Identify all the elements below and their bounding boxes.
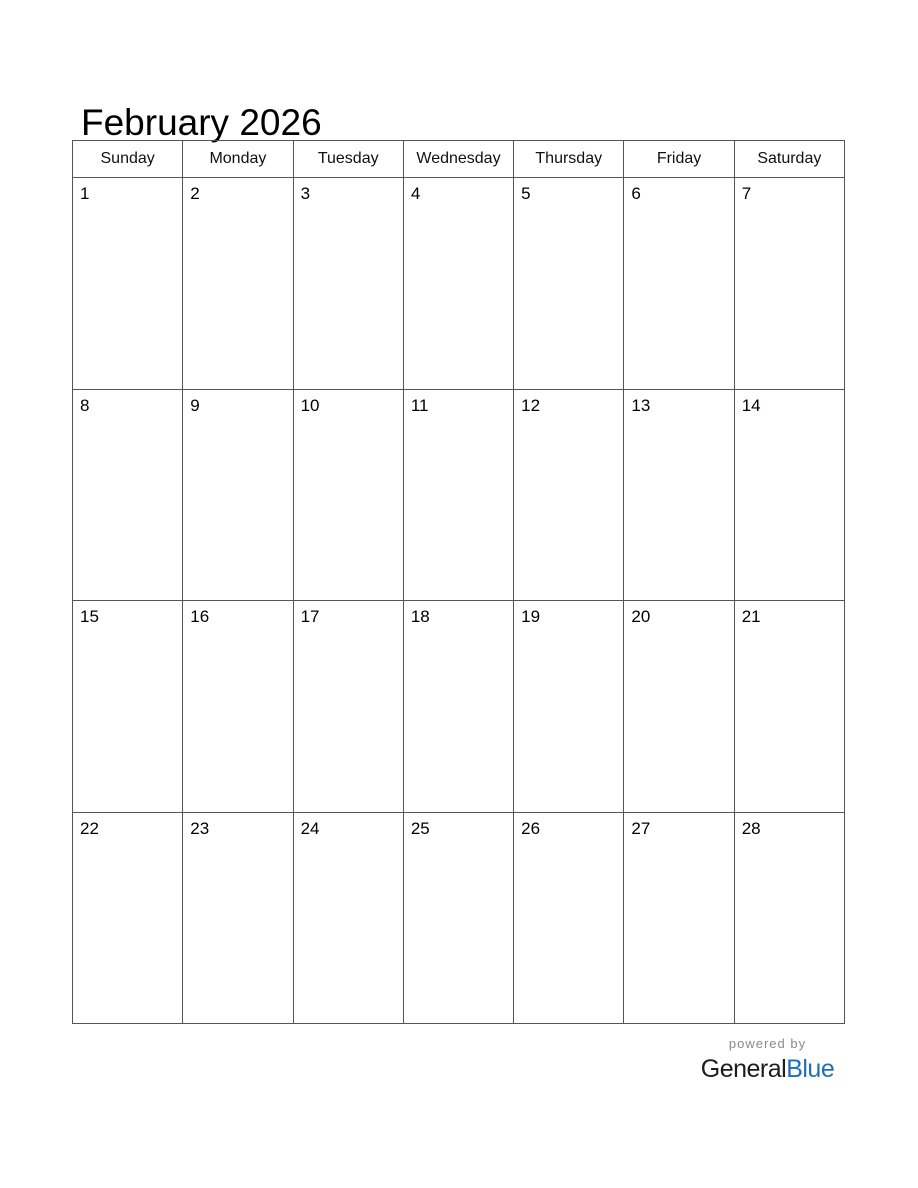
day-number: 4 bbox=[410, 184, 421, 203]
day-number: 7 bbox=[741, 184, 752, 203]
powered-by-text: powered by bbox=[728, 1036, 807, 1051]
day-cell bbox=[514, 812, 624, 1024]
weekday-header: Friday bbox=[624, 141, 734, 178]
day-cell bbox=[73, 601, 183, 813]
day-number: 21 bbox=[741, 607, 761, 626]
day-cell bbox=[734, 178, 844, 390]
day-number: 1 bbox=[80, 184, 90, 203]
day-cell bbox=[514, 389, 624, 601]
day-cell bbox=[183, 812, 293, 1024]
day-number: 3 bbox=[300, 184, 311, 203]
day-number: 6 bbox=[631, 184, 641, 203]
week-row bbox=[73, 601, 845, 813]
week-row bbox=[73, 178, 845, 390]
day-number: 15 bbox=[80, 607, 99, 626]
day-number: 17 bbox=[300, 607, 320, 626]
calendar-grid bbox=[72, 140, 845, 1024]
weekday-header: Saturday bbox=[734, 141, 844, 178]
week-row bbox=[73, 812, 845, 1024]
day-number: 8 bbox=[80, 395, 90, 415]
day-cell bbox=[183, 389, 293, 601]
day-cell bbox=[734, 601, 844, 813]
day-cell bbox=[624, 389, 734, 601]
day-cell bbox=[73, 812, 183, 1024]
brand-name bbox=[690, 1054, 845, 1084]
day-cell bbox=[624, 812, 734, 1024]
brand-name-blue: Blue bbox=[786, 1055, 835, 1083]
day-number: 11 bbox=[410, 395, 429, 415]
day-cell bbox=[514, 178, 624, 390]
day-cell bbox=[624, 178, 734, 390]
day-number: 16 bbox=[190, 607, 210, 626]
day-number: 18 bbox=[410, 607, 430, 626]
day-number: 2 bbox=[190, 184, 200, 203]
day-cell bbox=[183, 601, 293, 813]
page-title: February 2026 bbox=[81, 101, 322, 143]
weekday-header: Wednesday bbox=[403, 141, 513, 178]
branding-logo bbox=[690, 1036, 845, 1084]
day-cell bbox=[403, 178, 513, 390]
day-number: 28 bbox=[741, 818, 761, 838]
weekday-header: Thursday bbox=[514, 141, 624, 178]
day-number: 26 bbox=[521, 818, 541, 838]
weekday-header: Monday bbox=[183, 141, 293, 178]
day-cell bbox=[293, 389, 403, 601]
weekday-header: Tuesday bbox=[293, 141, 403, 178]
day-cell bbox=[403, 812, 513, 1024]
day-cell bbox=[73, 389, 183, 601]
day-cell bbox=[293, 601, 403, 813]
weekday-header-row bbox=[73, 141, 845, 178]
week-row bbox=[73, 389, 845, 601]
day-number: 20 bbox=[631, 607, 651, 626]
day-cell bbox=[403, 601, 513, 813]
day-number: 23 bbox=[190, 818, 210, 838]
day-number: 13 bbox=[631, 395, 651, 415]
day-cell bbox=[403, 389, 513, 601]
day-cell bbox=[293, 178, 403, 390]
day-cell bbox=[734, 812, 844, 1024]
day-number: 10 bbox=[300, 395, 320, 415]
day-number: 14 bbox=[741, 395, 761, 415]
day-number: 22 bbox=[80, 818, 99, 838]
day-number: 19 bbox=[521, 607, 541, 626]
day-number: 25 bbox=[410, 818, 430, 838]
day-cell bbox=[183, 178, 293, 390]
day-number: 5 bbox=[521, 184, 531, 203]
day-cell bbox=[73, 178, 183, 390]
day-cell bbox=[514, 601, 624, 813]
day-number: 24 bbox=[300, 818, 320, 838]
day-number: 9 bbox=[190, 395, 200, 415]
day-cell bbox=[293, 812, 403, 1024]
day-cell bbox=[624, 601, 734, 813]
day-number: 12 bbox=[521, 395, 541, 415]
weekday-header: Sunday bbox=[73, 141, 183, 178]
day-cell bbox=[734, 389, 844, 601]
brand-name-general: General bbox=[700, 1055, 787, 1083]
day-number: 27 bbox=[631, 818, 651, 838]
